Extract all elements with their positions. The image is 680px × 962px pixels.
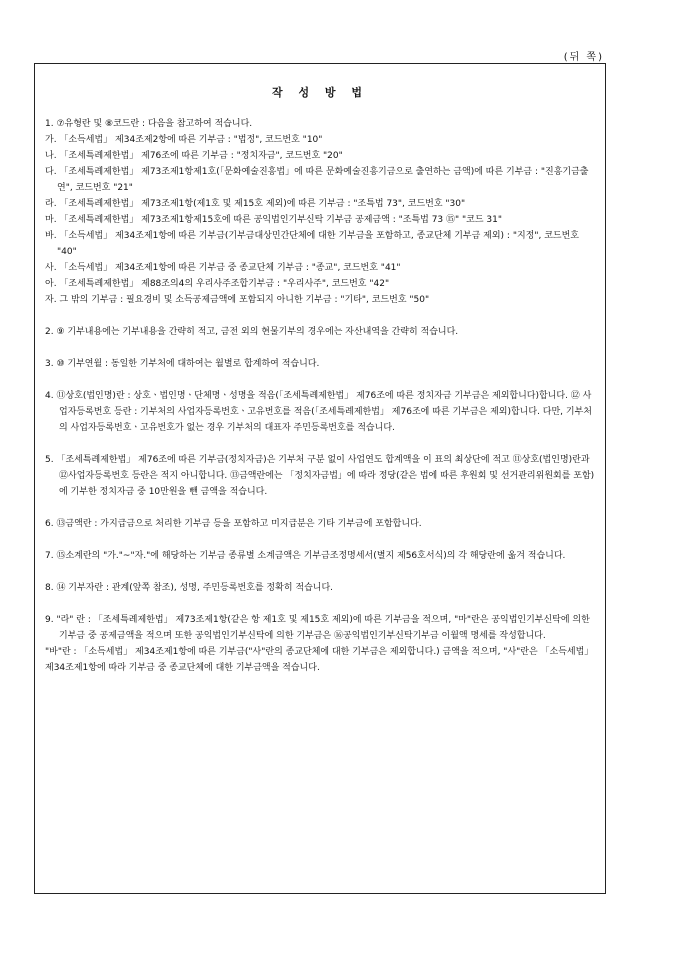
instructions-box xyxy=(34,63,606,894)
page-side-label: (뒤 쪽) xyxy=(563,52,604,63)
section-1 xyxy=(45,116,595,308)
section-1-item: 사. 「소득세법」 제34조제1항에 따른 기부금 중 종교단체 기부금 : "종교", 코드번호 "41" xyxy=(45,263,401,273)
section-9-part-2: "바"란 : 「소득세법」 제34조제1항에 따른 기부금("사"란의 종교단체에 대한 기부금은 제외합니다.) 금액을 적으며, "사"란은 「소득세법」 제34조제1항에 따라 기부금 중 종교단체에 대한 기부금액을 적습니다. xyxy=(45,647,594,673)
section-1-item: 아. 「조세특례제한법」 제88조의4의 우리사주조합기부금 : "우리사주", 코드번호 "42" xyxy=(45,279,390,289)
section-1-heading: 1. ⑦유형란 및 ⑧코드란 : 다음을 참고하여 적습니다. xyxy=(45,119,253,129)
section-7: 7. ⑮소계란의 "가."~"자."에 해당하는 기부금 종류별 소계금액은 기부금조정명세서(별지 제56호서식)의 각 해당란에 옮겨 적습니다. xyxy=(45,551,566,561)
section-1-item: 자. 그 밖의 기부금 : 필요경비 및 소득공제금액에 포함되지 아니한 기부금 : "기타", 코드번호 "50" xyxy=(45,295,430,305)
section-1-item: 나. 「조세특례제한법」 제76조에 따른 기부금 : "정치자금", 코드번호 "20" xyxy=(45,151,343,161)
section-3: 3. ⑩ 기부연월 : 동일한 기부처에 대하여는 월별로 합계하여 적습니다. xyxy=(45,359,320,369)
section-1-item: 다. 「조세특례제한법」 제73조제1항제1호(「문화예술진흥법」에 따른 문화예술진흥기금으로 출연하는 금액)에 따른 기부금 : "진흥기금출연", 코드번호 "21" xyxy=(45,167,589,193)
section-6: 6. ⑬금액란 : 가지급금으로 처리한 기부금 등을 포함하고 미지급분은 기타 기부금에 포함합니다. xyxy=(45,519,422,529)
section-1-item: 라. 「조세특례제한법」 제73조제1항(제1호 및 제15호 제외)에 따른 기부금 : "조특법 73", 코드번호 "30" xyxy=(45,199,466,209)
instructions-title: 작 성 방 법 xyxy=(272,86,368,99)
section-8: 8. ⑭ 기부자란 : 관계(앞쪽 참조), 성명, 주민등록번호를 정확히 적습니다. xyxy=(45,583,334,593)
section-2: 2. ⑨ 기부내용에는 기부내용을 간략히 적고, 금전 외의 현물기부의 경우에는 자산내역을 간략히 적습니다. xyxy=(45,327,459,337)
section-1-item: 마. 「조세특례제한법」 제73조제1항제15호에 따른 공익법인기부신탁 기부금 공제금액 : "조특법 73 ⑮" "코드 31" xyxy=(45,215,502,225)
section-5: 5. 「조세특례제한법」 제76조에 따른 기부금(정치자금)은 기부처 구분 없이 사업연도 합계액을 이 표의 최상단에 적고 ⑪상호(법인명)란과 ⑫사업자등록번호 등란은 적지 아니합니다. ⑬금액란에는 「정치자금법」에 따라 정당(같은 법에 따른 후원회 및 선거관리위원회를 포함)에 기부한 정치자금 중 10만원을 뺀 금액을 적습니다. xyxy=(45,455,595,497)
section-9-part-1: 9. "라" 란 : 「조세특례제한법」 제73조제1항(같은 항 제1호 및 제15호 제외)에 따른 기부금을 적으며, "마"란은 공익법인기부신탁에 의한 기부금 중 공제금액을 적으며 또한 공익법인기부신탁에 의한 기부금은 ⑯공익법인기부신탁기부금 이월액 명세를 작성합니다. xyxy=(45,615,590,641)
section-4: 4. ⑪상호(법인명)란 : 상호ㆍ법인명ㆍ단체명ㆍ성명을 적음(「조세특례제한법」 제76조에 따른 정치자금 기부금은 제외합니다)합니다. ⑫ 사업자등록번호 등란 : 기부처의 사업자등록번호ㆍ고유번호를 적음(「조세특례제한법」 제76조에 따른 기부금은 제외)합니다. 다만, 기부처의 사업자등록번호ㆍ고유번호가 없는 경우 기부처의 대표자 주민등록번호를 적습니다. xyxy=(45,391,592,433)
section-1-item: 가. 「소득세법」 제34조제2항에 따른 기부금 : "법정", 코드번호 "10" xyxy=(45,135,323,145)
instructions-content xyxy=(45,116,595,676)
section-9 xyxy=(45,612,595,676)
section-1-item: 바. 「소득세법」 제34조제1항에 따른 기부금(기부금대상민간단체에 대한 기부금을 포함하고, 종교단체 기부금 제외) : "지정", 코드번호 "40" xyxy=(45,231,579,257)
